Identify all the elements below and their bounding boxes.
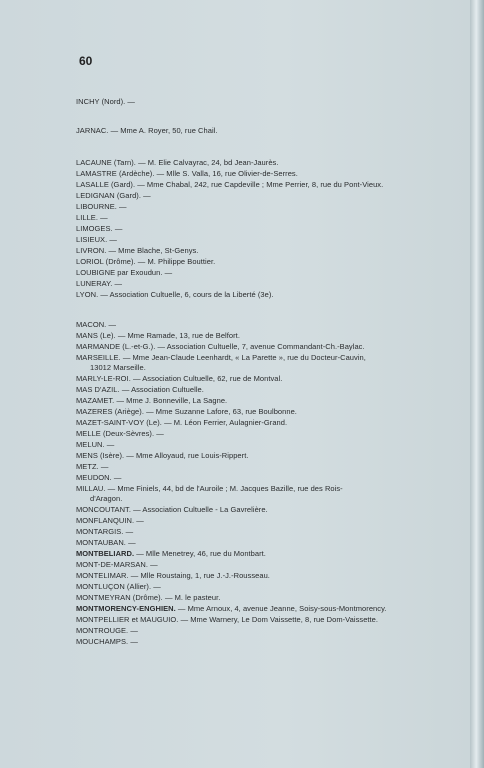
entry-detail: — Mlle Roustaing, 1, rue J.-J.-Rousseau. (130, 571, 270, 580)
entry-detail: — Mme Ramade, 13, rue de Belfort. (117, 331, 240, 340)
entry-detail: — M. Elie Calvayrac, 24, bd Jean-Jaurès. (138, 158, 279, 167)
list-item (76, 615, 412, 625)
list-item (76, 560, 412, 570)
town-name: MONTAUBAN. (76, 538, 126, 547)
town-name: LOUBIGNE par Exoudun. (76, 268, 163, 277)
entry-detail: — (136, 516, 144, 525)
town-name: MONTPELLIER et MAUGUIO. (76, 615, 179, 624)
town-name: LILLE. (76, 213, 98, 222)
town-name: MONTROUGE. (76, 626, 129, 635)
town-name: MONTMORENCY-ENGHIEN. (76, 604, 176, 613)
list-item (76, 637, 412, 647)
entry-detail: — (114, 279, 123, 288)
town-name: LUNERAY. (76, 279, 113, 288)
entry-detail: — M. le pasteur. (164, 593, 221, 602)
list-item (76, 290, 412, 300)
town-name: LIBOURNE. (76, 202, 117, 211)
list-item (76, 342, 412, 352)
entry-detail: — (127, 97, 135, 106)
list-item (76, 180, 412, 190)
list-item (76, 593, 412, 603)
entry-detail: — Mme Jean-Claude Leenhardt, « La Parette », rue du Docteur-Cauvin, (122, 353, 366, 362)
entry-detail: — (113, 473, 122, 482)
entry-detail-continued: d'Aragon. (90, 494, 123, 503)
entry-detail: — Mlle S. Valla, 16, rue Olivier-de-Serres. (156, 169, 298, 178)
list-item (76, 126, 412, 136)
entry-detail: — (143, 191, 151, 200)
town-name: LAMASTRE (Ardèche). (76, 169, 155, 178)
entry-detail: — M. Philippe Bouttier. (137, 257, 216, 266)
entry-detail: — Mme J. Bonneville, La Sagne. (116, 396, 228, 405)
list-item (76, 202, 412, 212)
entry-detail-continued: 13012 Marseille. (90, 363, 146, 372)
town-name: MONTARGIS. (76, 527, 124, 536)
town-name: MONCOUTANT. (76, 505, 131, 514)
entry-detail: — (114, 224, 123, 233)
entry-detail: — (100, 213, 108, 222)
entry-detail: — (100, 462, 109, 471)
town-name: MACON. (76, 320, 107, 329)
list-item (76, 604, 412, 614)
entry-detail: — (150, 560, 158, 569)
entry-detail: — Association Cultuelle, 62, rue de Montval. (132, 374, 283, 383)
town-name: MAZERES (Ariège). (76, 407, 144, 416)
entry-detail: — (125, 527, 134, 536)
town-name: MARMANDE (L.-et-G.). (76, 342, 156, 351)
list-item (76, 429, 412, 439)
town-name: LIVRON. (76, 246, 107, 255)
entry-detail: — Association Cultuelle, 7, avenue Commandant-Ch.-Baylac. (157, 342, 365, 351)
town-name: MAZAMET. (76, 396, 115, 405)
town-name: MOUCHAMPS. (76, 637, 129, 646)
list-item (76, 353, 412, 373)
entry-detail: — (130, 637, 138, 646)
town-name: METZ. (76, 462, 99, 471)
list-item (76, 320, 412, 330)
town-name: LORIOL (Drôme). (76, 257, 136, 266)
town-name: LIMOGES. (76, 224, 113, 233)
list-item (76, 505, 412, 515)
town-name: MONTELIMAR. (76, 571, 129, 580)
list-item (76, 451, 412, 461)
list-item (76, 97, 412, 107)
entry-detail: — (108, 320, 117, 329)
entry-detail: — (130, 626, 138, 635)
list-item (76, 516, 412, 526)
town-name: MEUDON. (76, 473, 112, 482)
entry-detail: — (153, 582, 161, 591)
list-item (76, 462, 412, 472)
town-name: MONTBELIARD. (76, 549, 135, 558)
list-item (76, 418, 412, 428)
town-name: MANS (Le). (76, 331, 116, 340)
entry-detail: — Mme Finiels, 44, bd de l'Auroile ; M. Jacques Bazille, rue des Rois- (107, 484, 343, 493)
list-item (76, 396, 412, 406)
entry-detail: — (164, 268, 173, 277)
list-item (76, 158, 412, 168)
list-item (76, 538, 412, 548)
list-item (76, 191, 412, 201)
entry-detail: — Mme Chabal, 242, rue Capdeville ; Mme Perrier, 8, rue du Pont-Vieux. (137, 180, 384, 189)
town-name: MONFLANQUIN. (76, 516, 135, 525)
town-name: MONTMEYRAN (Drôme). (76, 593, 163, 602)
town-name: MAZET-SAINT-VOY (Le). (76, 418, 162, 427)
entry-detail: — Association Cultuelle - La Gavrelière. (133, 505, 268, 514)
entry-detail: — Mme Arnoux, 4, avenue Jeanne, Soisy-sous-Montmorency. (177, 604, 387, 613)
town-name: MAS D'AZIL. (76, 385, 120, 394)
list-item (76, 549, 412, 559)
town-name: LISIEUX. (76, 235, 108, 244)
list-item (76, 246, 412, 256)
town-name: JARNAC. (76, 126, 109, 135)
entry-detail: — (109, 235, 117, 244)
entry-detail: — (156, 429, 164, 438)
list-item (76, 235, 412, 245)
entry-detail: — Mme A. Royer, 50, rue Chail. (110, 126, 218, 135)
page-edge (470, 0, 484, 768)
list-item (76, 473, 412, 483)
list-item (76, 279, 412, 289)
list-item (76, 374, 412, 384)
entry-detail: — (119, 202, 127, 211)
town-name: MILLAU. (76, 484, 106, 493)
entry-detail: — Mme Suzanne Lafore, 63, rue Boulbonne. (146, 407, 297, 416)
entry-detail: — (106, 440, 115, 449)
list-item (76, 440, 412, 450)
town-name: INCHY (Nord). (76, 97, 126, 106)
town-name: MENS (Isère). (76, 451, 125, 460)
town-name: MARLY-LE-ROI. (76, 374, 131, 383)
entry-detail: — Mme Blache, St-Genys. (108, 246, 199, 255)
list-item (76, 169, 412, 179)
town-name: MONT-DE-MARSAN. (76, 560, 148, 569)
town-name: MARSEILLE. (76, 353, 121, 362)
entry-detail: — Association Cultuelle. (121, 385, 204, 394)
town-name: LACAUNE (Tarn). (76, 158, 136, 167)
town-name: MONTLUÇON (Allier). (76, 582, 152, 591)
list-item (76, 582, 412, 592)
entry-detail: — Mme Warnery, Le Dom Vaissette, 8, rue Dom-Vaissette. (180, 615, 379, 624)
town-name: MELUN. (76, 440, 105, 449)
list-item (76, 484, 412, 504)
entry-detail: — Mlle Menetrey, 46, rue du Montbart. (136, 549, 266, 558)
entry-detail: — M. Léon Ferrier, Aulagnier-Grand. (164, 418, 288, 427)
entry-detail: — Mme Alloyaud, rue Louis-Rippert. (126, 451, 249, 460)
town-name: LYON. (76, 290, 99, 299)
town-name: MELLE (Deux-Sèvres). (76, 429, 155, 438)
list-item (76, 527, 412, 537)
list-item (76, 268, 412, 278)
page-number: 60 (79, 54, 93, 68)
list-item (76, 213, 412, 223)
list-item (76, 626, 412, 636)
list-item (76, 224, 412, 234)
entry-detail: — (128, 538, 136, 547)
list-item (76, 407, 412, 417)
town-name: LASALLE (Gard). (76, 180, 136, 189)
list-item (76, 571, 412, 581)
list-item (76, 385, 412, 395)
list-item (76, 257, 412, 267)
entry-detail: — Association Cultuelle, 6, cours de la Liberté (3e). (100, 290, 274, 299)
town-name: LEDIGNAN (Gard). (76, 191, 141, 200)
list-item (76, 331, 412, 341)
